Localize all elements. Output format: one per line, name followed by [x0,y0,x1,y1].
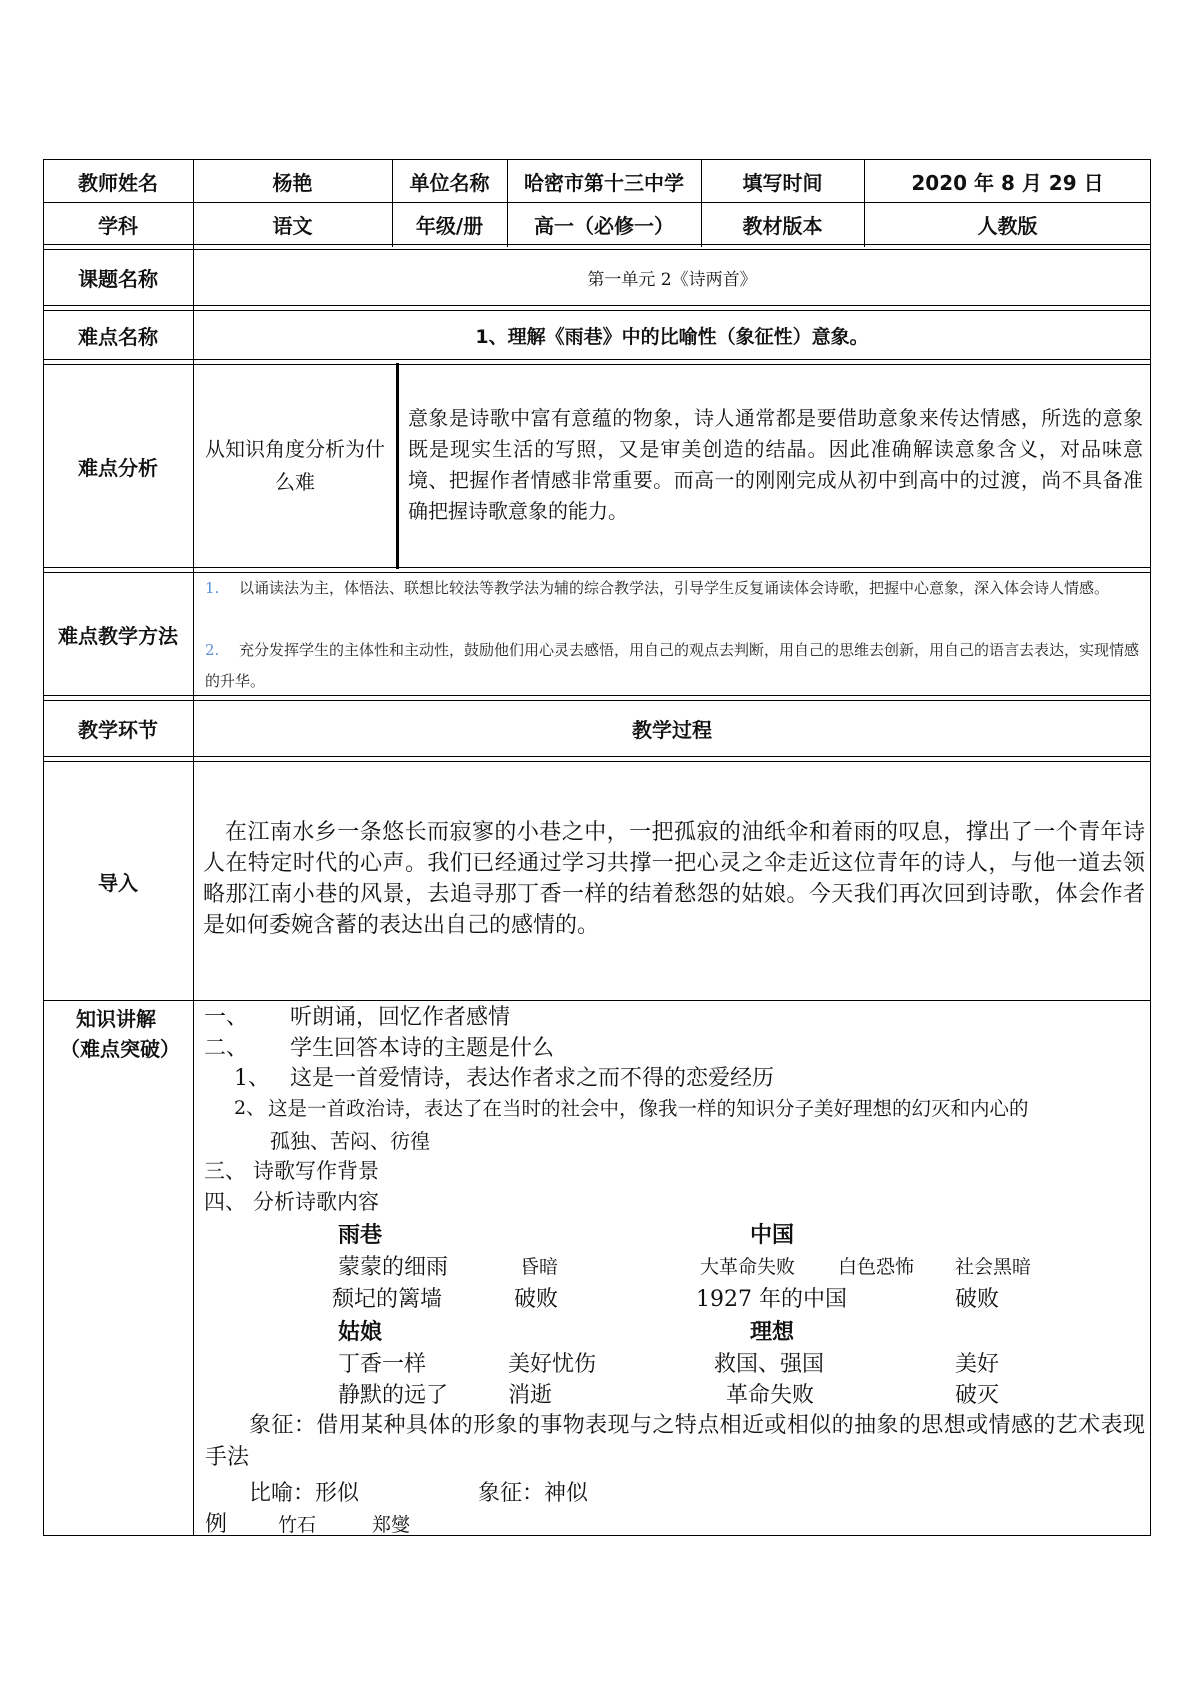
symbol-definition: 象征：借用某种具体的形象的事物表现与之特点相近或相似的抽象的思想或情感的艺术表现手法 [205,1413,1145,1470]
g1-left-title: 雨巷 [338,1223,383,1248]
method-label: 难点教学方法 [58,623,178,648]
k-line-4b: 孤独、苦闷、彷徨 [270,1129,430,1153]
intro-text: 在江南水乡一条悠长而寂寥的小巷之中，一把孤寂的油纸伞和着雨的叹息，撑出了一个青年诗人在特定时代的心声。我们已经通过学习共撑一把心灵之伞走近这位青年的诗人，与他一道去领略那江南小巷的风景，去追寻那丁香一样的结着愁怨的姑娘。今天我们再次回到诗歌，体会作者是如何委婉含蓄的表达出自己的感情的。 [203,820,1145,938]
topic-label: 课题名称 [78,267,158,291]
g2-r1-c2: 美好忧伤 [508,1352,597,1377]
grade-value: 高一（必修一） [534,213,674,238]
example-poem: 竹石 [278,1514,317,1536]
g1-r2-c4: 破败 [955,1287,1000,1312]
date-value: 2020 年 8 月 29 日 [911,170,1104,195]
date-label: 填写时间 [742,170,823,195]
example-label: 例 [205,1512,228,1537]
process-value: 教学过程 [632,718,712,742]
k-line-2: 学生回答本诗的主题是什么 [290,1036,555,1061]
analysis-sub-label: 从知识角度分析为什么难 [205,437,385,494]
method-text-1: 以诵读法为主，体悟法、联想比较法等教学法为辅的综合教学法，引导学生反复诵读体会诗歌，把握中心意象，深入体会诗人情感。 [239,579,1110,597]
topic-value: 第一单元 2《诗两首》 [587,270,757,290]
textbook-label: 教材版本 [742,213,823,238]
method-text-2: 充分发挥学生的主体性和主动性，鼓励他们用心灵去感悟，用自己的观点去判断，用自己的思维去创新，用自己的语言去表达，实现情感的升华。 [205,641,1140,690]
teacher-name-label: 教师姓名 [78,170,158,195]
method-num-2: 2. [205,641,220,659]
example-author: 郑燮 [372,1514,411,1536]
g2-r2-c3: 革命失败 [726,1383,815,1408]
school-value: 哈密市第十三中学 [524,170,684,195]
g2-r2-c1: 静默的远了 [338,1383,449,1408]
school-label: 单位名称 [409,170,490,195]
k-line-6-num: 四、 [204,1190,246,1214]
process-step-label: 教学环节 [78,718,158,742]
k-line-6: 分析诗歌内容 [253,1190,379,1214]
compare-symbol: 象征：神似 [478,1481,589,1506]
g2-r2-c4: 破灭 [955,1383,1000,1408]
g1-r1-c4: 白色恐怖 [838,1256,915,1278]
method-item-1 [205,573,1145,604]
k-line-3: 这是一首爱情诗，表达作者求之而不得的恋爱经历 [290,1066,775,1091]
k-line-4-num: 2、 [234,1097,266,1119]
knowledge-label-2: （难点突破） [60,1037,180,1061]
g1-r2-c3: 1927 年的中国 [696,1287,847,1312]
g1-r1-c2: 昏暗 [520,1256,559,1278]
k-line-4a: 这是一首政治诗，表达了在当时的社会中，像我一样的知识分子美好理想的幻灭和内心的 [268,1097,1029,1120]
analysis-text: 意象是诗歌中富有意蕴的物象，诗人通常都是要借助意象来传达情感，所选的意象既是现实生活的写照，又是审美创造的结晶。因此准确解读意象含义，对品味意境、把握作者情感非常重要。而高一的刚刚完成从初中到高中的过渡，尚不具备准确把握诗歌意象的能力。 [408,406,1143,523]
g1-r2-c2: 破败 [514,1287,559,1312]
analysis-label: 难点分析 [78,455,158,480]
k-line-2-num: 二、 [204,1036,249,1061]
g2-r2-c2: 消逝 [508,1383,553,1408]
g2-r1-c3: 救国、强国 [714,1352,825,1377]
g1-r1-c1: 蒙蒙的细雨 [338,1255,449,1280]
g1-r1-c5: 社会黑暗 [955,1256,1032,1278]
compare-metaphor: 比喻：形似 [249,1481,360,1506]
subject-value: 语文 [272,213,313,238]
k-line-3-num: 1、 [234,1066,270,1091]
k-line-1-num: 一、 [204,1005,249,1030]
textbook-value: 人教版 [977,213,1038,238]
difficulty-value: 1、理解《雨巷》中的比喻性（象征性）意象。 [475,325,869,348]
teacher-name-value: 杨艳 [272,170,313,195]
subject-label: 学科 [98,213,138,238]
g2-right-title: 理想 [750,1320,795,1345]
g1-r2-c1: 颓圮的篱墙 [332,1287,443,1312]
knowledge-label-1: 知识讲解 [76,1007,156,1031]
intro-label: 导入 [98,870,138,895]
g2-r1-c1: 丁香一样 [338,1352,427,1377]
k-line-5: 诗歌写作背景 [253,1159,379,1183]
k-line-1: 听朗诵，回忆作者感情 [290,1005,511,1030]
g1-right-title: 中国 [750,1223,795,1248]
g2-r1-c4: 美好 [955,1352,1000,1377]
method-num-1: 1. [205,579,220,597]
grade-label: 年级/册 [415,213,484,238]
k-line-5-num: 三、 [204,1159,246,1183]
g2-left-title: 姑娘 [338,1320,383,1345]
difficulty-label: 难点名称 [78,324,158,349]
g1-r1-c3: 大革命失败 [700,1256,796,1278]
method-item-2 [205,635,1145,697]
